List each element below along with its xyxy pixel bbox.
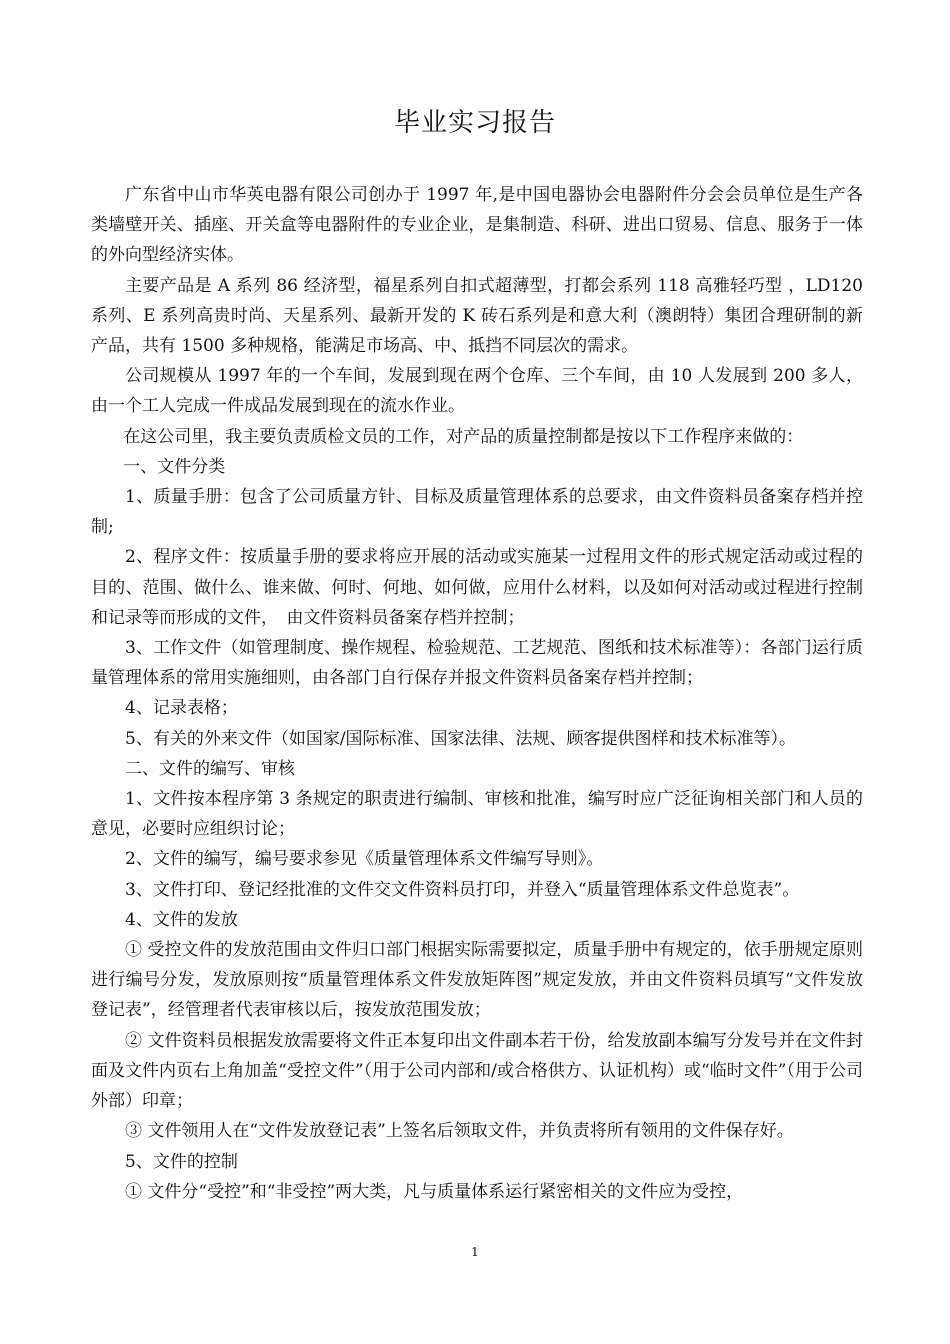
list-item-document-preparation: 1、文件按本程序第 3 条规定的职责进行编制、审核和批准，编写时应广泛征询相关部门和人员的意见，必要时应组织讨论； <box>91 789 863 840</box>
list-item-document-numbering: 2、文件的编写，编号要求参见《质量管理体系文件编写导则》。 <box>125 849 604 870</box>
list-item-control-categories: ① 文件分“受控”和“非受控”两大类，凡与质量体系运行紧密相关的文件应为受控， <box>125 1181 744 1202</box>
paragraph-company-scale: 公司规模从 1997 年的一个车间，发展到现在两个仓库、三个车间，由 10 人发展到 200 多人，由一个工人完成一件成品发展到现在的流水作业。 <box>91 366 863 417</box>
list-item-document-printing: 3、文件打印、登记经批准的文件交文件资料员打印，并登入“质量管理体系文件总览表”。 <box>125 879 800 900</box>
section-heading-document-classification: 一、文件分类 <box>123 456 226 477</box>
list-item-procedure-documents: 2、程序文件：按质量手册的要求将应开展的活动或实施某一过程用文件的形式规定活动或过程的目的、范围、做什么、谁来做、何时、何地、如何做，应用什么材料，以及如何对活动或过程进行控制和记录等而形成的文件， 由文件资料员备案存档并控制； <box>91 547 863 628</box>
paragraph-company-intro: 广东省中山市华英电器有限公司创办于 1997 年,是中国电器协会电器附件分会会员单位是生产各类墙壁开关、插座、开关盒等电器附件的专业企业，是集制造、科研、进出口贸易、信息、服务于一体的外向型经济实体。 <box>91 185 863 266</box>
document-body <box>91 180 863 1207</box>
section-heading-document-writing-review: 二、文件的编写、审核 <box>125 758 295 779</box>
page-number: 1 <box>471 1245 479 1259</box>
subheading-document-control: 5、文件的控制 <box>125 1151 238 1172</box>
list-item-record-forms: 4、记录表格； <box>125 698 238 719</box>
paragraph-work-intro: 在这公司里，我主要负责质检文员的工作，对产品的质量控制都是按以下工作程序来做的： <box>123 426 804 447</box>
list-item-quality-manual: 1、质量手册：包含了公司质量方针、目标及质量管理体系的总要求，由文件资料员备案存档并控制; <box>91 487 863 538</box>
document-title: 毕业实习报告 <box>393 108 556 138</box>
subheading-document-distribution: 4、文件的发放 <box>125 909 238 930</box>
list-item-external-documents: 5、有关的外来文件（如国家/国际标准、国家法律、法规、顾客提供图样和技术标准等）。 <box>125 728 797 749</box>
list-item-distribution-copies: ② 文件资料员根据发放需要将文件正本复印出文件副本若干份，给发放副本编写分发号并在文件封面及文件内页右上角加盖“受控文件”（用于公司内部和/或合格供方、认证机构）或“临时文件”（用于公司外部）印章； <box>91 1030 863 1112</box>
list-item-distribution-signing: ③ 文件领用人在“文件发放登记表”上签名后领取文件，并负责将所有领用的文件保存好。 <box>125 1121 794 1142</box>
paragraph-main-products: 主要产品是 A 系列 86 经济型，福星系列自扣式超薄型，打都会系列 118 高雅轻巧型 ，LD120 系列、E 系列高贵时尚、天星系列、最新开发的 K 砖石系列是和意大利（澳朗特）集团合理研制的新产品，共有 1500 多种规格，能满足市场高、中、抵挡不同层次的需求。 <box>91 275 863 357</box>
list-item-distribution-scope: ① 受控文件的发放范围由文件归口部门根据实际需要拟定，质量手册中有规定的，依手册规定原则进行编号分发，发放原则按“质量管理体系文件发放矩阵图”规定发放，并由文件资料员填写“文件发放登记表”，经管理者代表审核以后，按发放范围发放； <box>91 940 863 1021</box>
list-item-work-documents: 3、工作文件（如管理制度、操作规程、检验规范、工艺规范、图纸和技术标准等）：各部门运行质量管理体系的常用实施细则，由各部门自行保存并报文件资料员备案存档并控制； <box>91 638 863 689</box>
